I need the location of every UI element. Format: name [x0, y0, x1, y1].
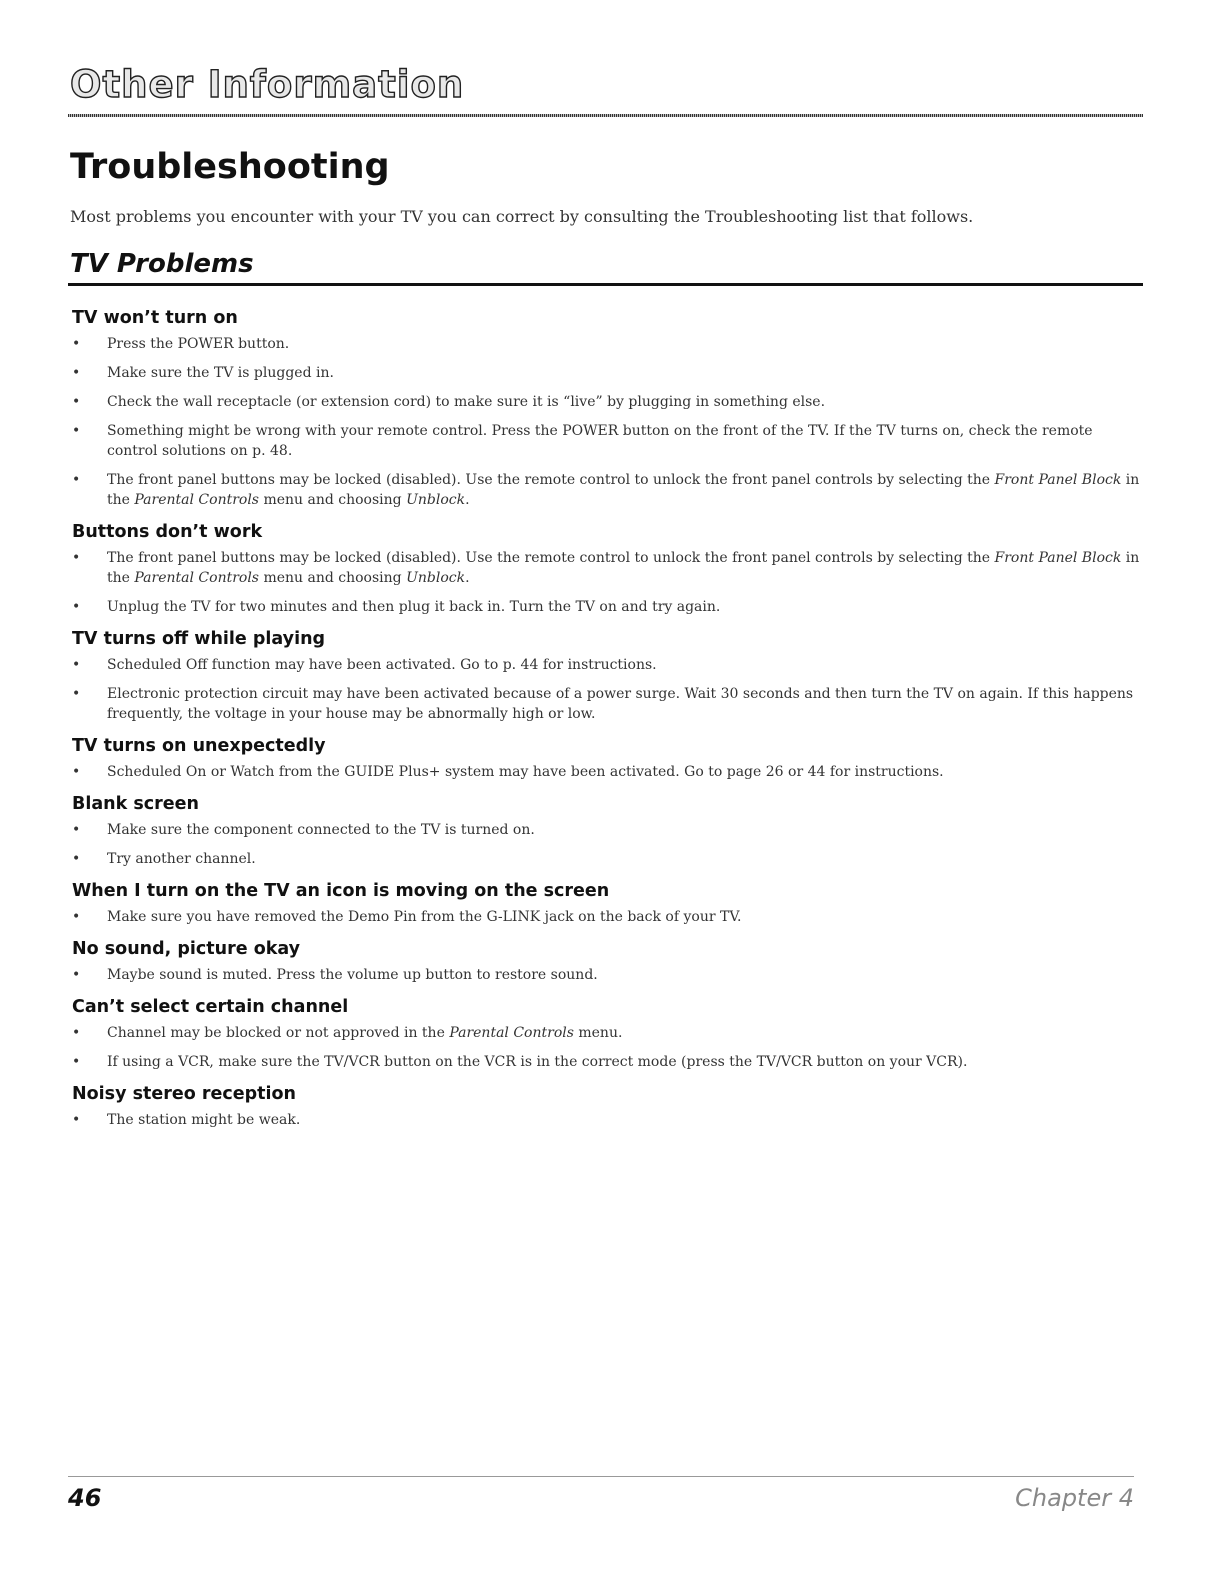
subsection-divider	[68, 283, 1143, 286]
chapter-label: Chapter 4	[1015, 1484, 1134, 1512]
problem-noisy-stereo	[72, 1083, 1140, 1130]
problem-title: Blank screen	[72, 794, 199, 814]
solution-list	[72, 907, 1140, 927]
page-number: 46	[68, 1484, 102, 1512]
bullet-icon: •	[72, 822, 81, 838]
solution-text: Try another channel.	[107, 851, 256, 867]
solution-list	[72, 965, 1140, 985]
solution-list	[72, 548, 1140, 617]
subsection-title: TV Problems	[70, 249, 254, 279]
solution-text: The station might be weak.	[107, 1112, 301, 1128]
problem-title: When I turn on the TV an icon is moving on the screen	[72, 881, 610, 901]
menu-term: Unblock	[406, 570, 466, 586]
bullet-icon: •	[72, 1025, 81, 1041]
solution-text: If using a VCR, make sure the TV/VCR button on the VCR is in the correct mode (press the TV/VCR button on your VCR).	[107, 1054, 968, 1070]
menu-term: Parental Controls	[134, 570, 259, 586]
bullet-icon: •	[72, 1054, 81, 1070]
solution-item	[72, 907, 1140, 927]
solution-list	[72, 820, 1140, 869]
solution-item	[72, 965, 1140, 985]
bullet-icon: •	[72, 1112, 81, 1128]
problem-title: Can’t select certain channel	[72, 997, 349, 1017]
header-divider	[68, 114, 1143, 117]
problem-no-sound	[72, 938, 1140, 985]
problem-title: Noisy stereo reception	[72, 1084, 296, 1104]
bullet-icon: •	[72, 394, 81, 410]
bullet-icon: •	[72, 909, 81, 925]
problem-cant-select-channel	[72, 996, 1140, 1072]
solution-item	[72, 1110, 1140, 1130]
solution-text: The front panel buttons may be locked (disabled). Use the remote control to unlock the front panel controls by selecting the Front Panel Block in the Parental Controls menu and choosing Unblock.	[107, 472, 1140, 508]
solution-list	[72, 655, 1140, 724]
solution-item	[72, 684, 1140, 724]
bullet-icon: •	[72, 967, 81, 983]
problem-tv-turns-off	[72, 628, 1140, 724]
solution-list	[72, 1110, 1140, 1130]
solution-item	[72, 1052, 1140, 1072]
solution-text: Something might be wrong with your remote control. Press the POWER button on the front of the TV. If the TV turns on, check the remote control solutions on p. 48.	[107, 423, 1093, 459]
solution-item	[72, 470, 1140, 510]
page-title: Troubleshooting	[70, 147, 390, 187]
problem-title: No sound, picture okay	[72, 939, 301, 959]
solution-text: Electronic protection circuit may have been activated because of a power surge. Wait 30 seconds and then turn the TV on again. If this happens frequently, the voltage in your house may be abnormally high or low.	[107, 686, 1134, 722]
bullet-icon: •	[72, 550, 81, 566]
solution-item	[72, 334, 1140, 354]
bullet-icon: •	[72, 686, 81, 702]
menu-term: Unblock	[406, 492, 466, 508]
solution-item	[72, 548, 1140, 588]
bullet-icon: •	[72, 599, 81, 615]
problem-blank-screen	[72, 793, 1140, 869]
solution-item	[72, 1023, 1140, 1043]
bullet-icon: •	[72, 657, 81, 673]
solution-item	[72, 849, 1140, 869]
solution-item	[72, 762, 1140, 782]
solution-list	[72, 1023, 1140, 1072]
solution-text: Channel may be blocked or not approved in the Parental Controls menu.	[107, 1025, 623, 1041]
bullet-icon: •	[72, 365, 81, 381]
solution-item	[72, 655, 1140, 675]
problem-buttons-dont-work	[72, 521, 1140, 617]
troubleshooting-list	[72, 307, 1140, 1130]
solution-list	[72, 334, 1140, 510]
solution-text: Scheduled On or Watch from the GUIDE Plus+ system may have been activated. Go to page 26 or 44 for instructions.	[107, 764, 944, 780]
solution-text: Press the POWER button.	[107, 336, 290, 352]
bullet-icon: •	[72, 851, 81, 867]
solution-text: Make sure the TV is plugged in.	[107, 365, 334, 381]
bullet-icon: •	[72, 336, 81, 352]
menu-term: Front Panel Block	[994, 550, 1122, 566]
bullet-icon: •	[72, 472, 81, 488]
problem-tv-turns-on-unexpectedly	[72, 735, 1140, 782]
solution-text: Maybe sound is muted. Press the volume up button to restore sound.	[107, 967, 598, 983]
problem-title: Buttons don’t work	[72, 522, 263, 542]
menu-term: Parental Controls	[134, 492, 259, 508]
problem-title: TV won’t turn on	[72, 308, 238, 328]
problem-title: TV turns on unexpectedly	[72, 736, 326, 756]
solution-item	[72, 820, 1140, 840]
problem-tv-wont-turn-on	[72, 307, 1140, 510]
solution-item	[72, 597, 1140, 617]
problem-icon-moving	[72, 880, 1140, 927]
bullet-icon: •	[72, 764, 81, 780]
problem-title: TV turns off while playing	[72, 629, 326, 649]
intro-text: Most problems you encounter with your TV you can correct by consulting the Troubleshooting list that follows.	[70, 207, 974, 226]
menu-term: Parental Controls	[449, 1025, 574, 1041]
solution-text: Check the wall receptacle (or extension cord) to make sure it is “live” by plugging in something else.	[107, 394, 826, 410]
solution-item	[72, 363, 1140, 383]
solution-text: Make sure the component connected to the TV is turned on.	[107, 822, 535, 838]
solution-text: Scheduled Off function may have been activated. Go to p. 44 for instructions.	[107, 657, 657, 673]
menu-term: Front Panel Block	[994, 472, 1122, 488]
bullet-icon: •	[72, 423, 81, 439]
solution-text: Make sure you have removed the Demo Pin from the G-LINK jack on the back of your TV.	[107, 909, 742, 925]
section-header: Other Information	[70, 63, 465, 106]
solution-item	[72, 421, 1140, 461]
solution-item	[72, 392, 1140, 412]
solution-text: The front panel buttons may be locked (disabled). Use the remote control to unlock the front panel controls by selecting the Front Panel Block in the Parental Controls menu and choosing Unblock.	[107, 550, 1140, 586]
solution-list	[72, 762, 1140, 782]
footer-divider	[68, 1476, 1134, 1477]
solution-text: Unplug the TV for two minutes and then plug it back in. Turn the TV on and try again.	[107, 599, 721, 615]
